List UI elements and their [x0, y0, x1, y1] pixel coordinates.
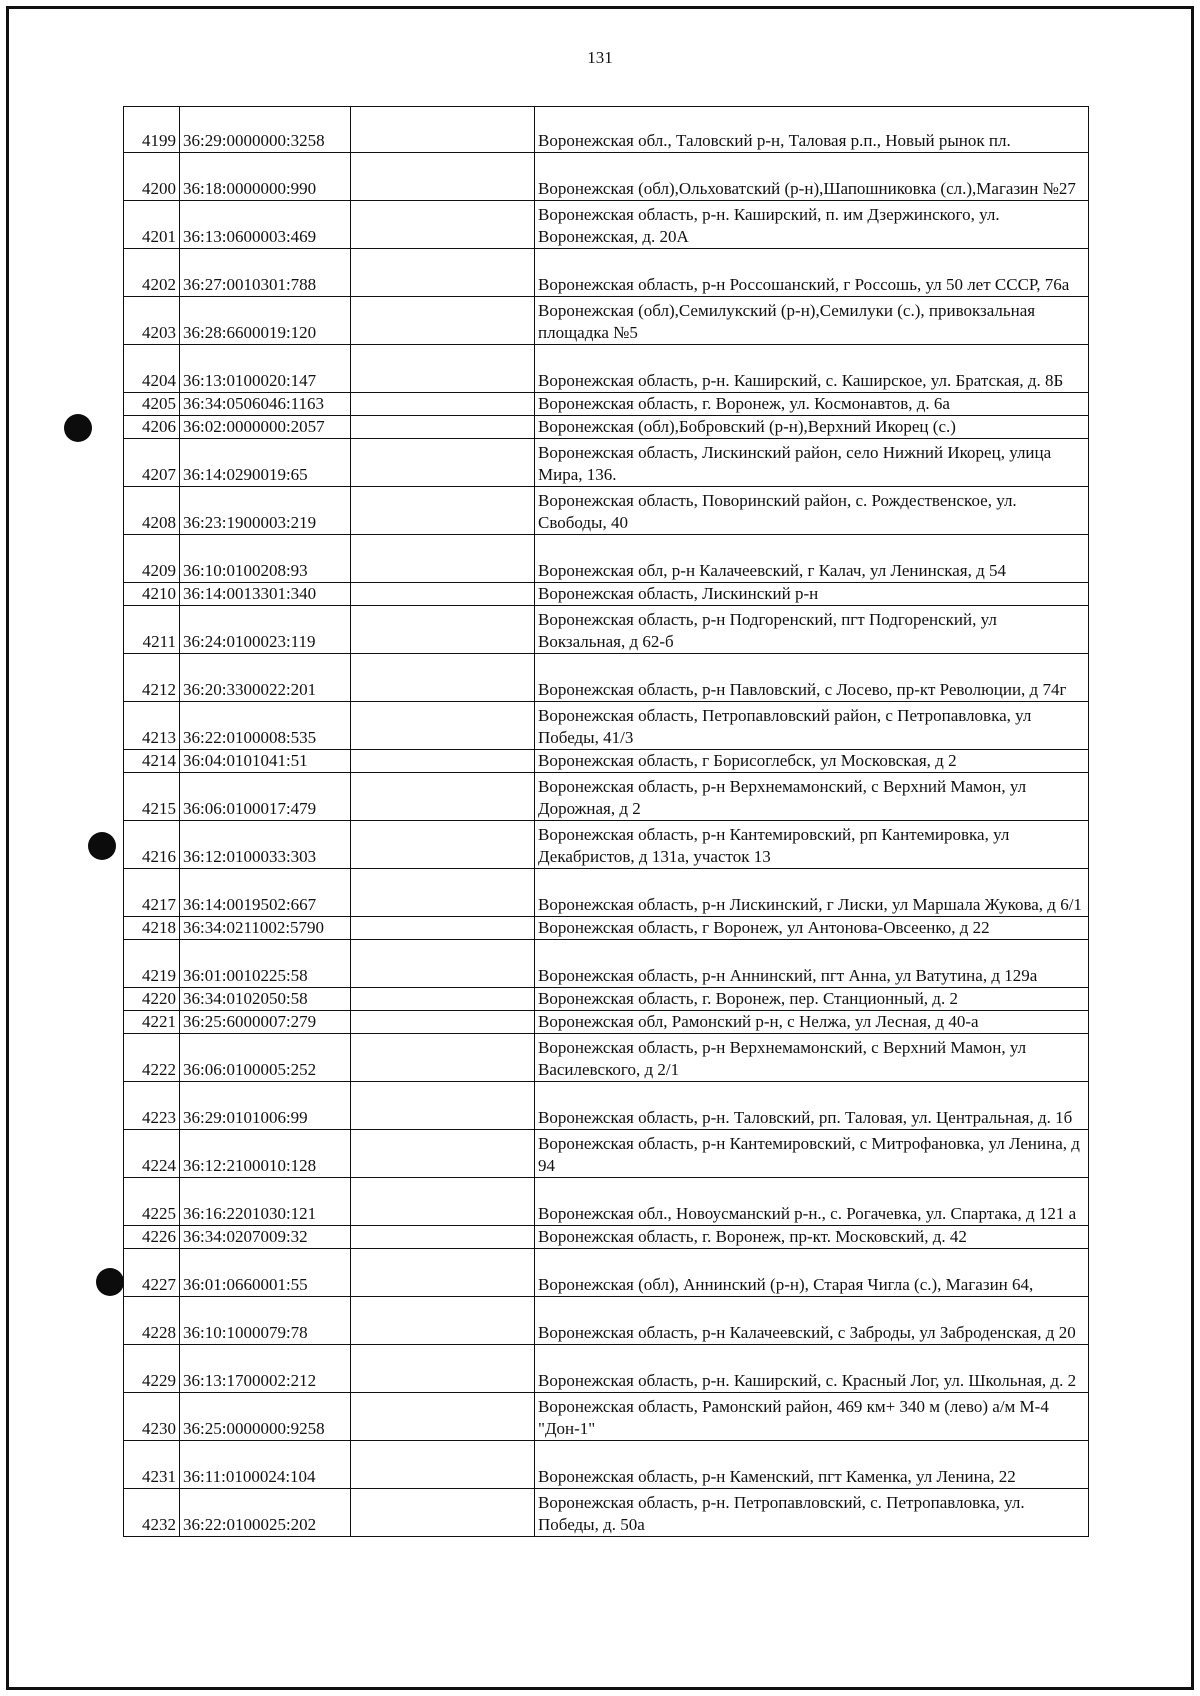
table-row [124, 1082, 1089, 1130]
row-number: 4207 [124, 439, 180, 487]
cadastral-number: 36:18:0000000:990 [180, 153, 351, 201]
table-row [124, 439, 1089, 487]
row-number: 4210 [124, 583, 180, 606]
address: Воронежская область, г. Воронеж, пр-кт. Московский, д. 42 [535, 1226, 1089, 1249]
cadastral-number: 36:14:0290019:65 [180, 439, 351, 487]
punch-hole-mark [88, 832, 116, 860]
empty-cell [351, 249, 535, 297]
address: Воронежская область, г Борисоглебск, ул Московская, д 2 [535, 750, 1089, 773]
cadastral-number: 36:22:0100025:202 [180, 1489, 351, 1537]
address: Воронежская обл., Таловский р-н, Таловая р.п., Новый рынок пл. [535, 107, 1089, 153]
address: Воронежская область, р-н Аннинский, пгт Анна, ул Ватутина, д 129а [535, 940, 1089, 988]
table-row [124, 988, 1089, 1011]
row-number: 4231 [124, 1441, 180, 1489]
table-row [124, 654, 1089, 702]
empty-cell [351, 1489, 535, 1537]
address: Воронежская область, р-н Подгоренский, пгт Подгоренский, ул Вокзальная, д 62-б [535, 606, 1089, 654]
row-number: 4203 [124, 297, 180, 345]
table-row [124, 1034, 1089, 1082]
cadastral-number: 36:25:6000007:279 [180, 1011, 351, 1034]
empty-cell [351, 201, 535, 249]
cadastral-number: 36:06:0100017:479 [180, 773, 351, 821]
empty-cell [351, 345, 535, 393]
empty-cell [351, 583, 535, 606]
table-row [124, 487, 1089, 535]
table-row [124, 821, 1089, 869]
cadastral-number: 36:29:0000000:3258 [180, 107, 351, 153]
empty-cell [351, 773, 535, 821]
address: Воронежская область, р-н Кантемировский, с Митрофановка, ул Ленина, д 94 [535, 1130, 1089, 1178]
table-row [124, 535, 1089, 583]
row-number: 4201 [124, 201, 180, 249]
table-row [124, 249, 1089, 297]
cadastral-number: 36:34:0211002:5790 [180, 917, 351, 940]
row-number: 4227 [124, 1249, 180, 1297]
cadastral-number: 36:01:0010225:58 [180, 940, 351, 988]
cadastral-number: 36:22:0100008:535 [180, 702, 351, 750]
address: Воронежская (обл),Семилукский (р-н),Семилуки (с.), привокзальная площадка №5 [535, 297, 1089, 345]
row-number: 4229 [124, 1345, 180, 1393]
address: Воронежская область, р-н Павловский, с Лосево, пр-кт Революции, д 74г [535, 654, 1089, 702]
row-number: 4219 [124, 940, 180, 988]
empty-cell [351, 1226, 535, 1249]
address: Воронежская область, г. Воронеж, пер. Станционный, д. 2 [535, 988, 1089, 1011]
empty-cell [351, 1441, 535, 1489]
row-number: 4212 [124, 654, 180, 702]
row-number: 4208 [124, 487, 180, 535]
table-row [124, 345, 1089, 393]
empty-cell [351, 1393, 535, 1441]
empty-cell [351, 821, 535, 869]
cadastral-number: 36:02:0000000:2057 [180, 416, 351, 439]
cadastral-number: 36:10:1000079:78 [180, 1297, 351, 1345]
row-number: 4230 [124, 1393, 180, 1441]
table-row [124, 1249, 1089, 1297]
row-number: 4211 [124, 606, 180, 654]
empty-cell [351, 393, 535, 416]
empty-cell [351, 1297, 535, 1345]
punch-hole-mark [64, 414, 92, 442]
address: Воронежская область, р-н Кантемировский, рп Кантемировка, ул Декабристов, д 131а, участок 13 [535, 821, 1089, 869]
table-row [124, 1441, 1089, 1489]
cadastral-number: 36:06:0100005:252 [180, 1034, 351, 1082]
table-row [124, 107, 1089, 153]
table-row [124, 917, 1089, 940]
table-row [124, 1226, 1089, 1249]
row-number: 4209 [124, 535, 180, 583]
table-row [124, 1297, 1089, 1345]
cadastral-registry-table [123, 106, 1089, 1537]
cadastral-number: 36:11:0100024:104 [180, 1441, 351, 1489]
cadastral-number: 36:12:0100033:303 [180, 821, 351, 869]
cadastral-number: 36:13:0100020:147 [180, 345, 351, 393]
address: Воронежская область, г. Воронеж, ул. Космонавтов, д. 6а [535, 393, 1089, 416]
address: Воронежская область, Петропавловский район, с Петропавловка, ул Победы, 41/3 [535, 702, 1089, 750]
address: Воронежская (обл),Ольховатский (р-н),Шапошниковка (сл.),Магазин №27 [535, 153, 1089, 201]
empty-cell [351, 153, 535, 201]
table-row [124, 869, 1089, 917]
empty-cell [351, 702, 535, 750]
address: Воронежская область, Лискинский р-н [535, 583, 1089, 606]
empty-cell [351, 654, 535, 702]
empty-cell [351, 439, 535, 487]
empty-cell [351, 1345, 535, 1393]
cadastral-number: 36:34:0506046:1163 [180, 393, 351, 416]
table-body [124, 107, 1089, 1537]
cadastral-number: 36:04:0101041:51 [180, 750, 351, 773]
cadastral-number: 36:23:1900003:219 [180, 487, 351, 535]
cadastral-number: 36:14:0019502:667 [180, 869, 351, 917]
row-number: 4225 [124, 1178, 180, 1226]
cadastral-number: 36:01:0660001:55 [180, 1249, 351, 1297]
row-number: 4220 [124, 988, 180, 1011]
cadastral-number: 36:13:1700002:212 [180, 1345, 351, 1393]
row-number: 4223 [124, 1082, 180, 1130]
table-row [124, 773, 1089, 821]
address: Воронежская обл., Новоусманский р-н., с. Рогачевка, ул. Спартака, д 121 а [535, 1178, 1089, 1226]
empty-cell [351, 940, 535, 988]
table-row [124, 201, 1089, 249]
row-number: 4199 [124, 107, 180, 153]
empty-cell [351, 416, 535, 439]
address: Воронежская область, р-н. Петропавловский, с. Петропавловка, ул. Победы, д. 50а [535, 1489, 1089, 1537]
cadastral-number: 36:24:0100023:119 [180, 606, 351, 654]
cadastral-number: 36:16:2201030:121 [180, 1178, 351, 1226]
address: Воронежская (обл), Аннинский (р-н), Старая Чигла (с.), Магазин 64, [535, 1249, 1089, 1297]
address: Воронежская область, Поворинский район, с. Рождественское, ул. Свободы, 40 [535, 487, 1089, 535]
address: Воронежская область, р-н Верхнемамонский, с Верхний Мамон, ул Василевского, д 2/1 [535, 1034, 1089, 1082]
address: Воронежская область, р-н. Каширский, с. Красный Лог, ул. Школьная, д. 2 [535, 1345, 1089, 1393]
cadastral-number: 36:25:0000000:9258 [180, 1393, 351, 1441]
empty-cell [351, 1011, 535, 1034]
address: Воронежская область, р-н Калачеевский, с Заброды, ул Заброденская, д 20 [535, 1297, 1089, 1345]
cadastral-number: 36:34:0102050:58 [180, 988, 351, 1011]
row-number: 4221 [124, 1011, 180, 1034]
table-row [124, 750, 1089, 773]
address: Воронежская область, р-н Каменский, пгт Каменка, ул Ленина, 22 [535, 1441, 1089, 1489]
row-number: 4232 [124, 1489, 180, 1537]
cadastral-number: 36:12:2100010:128 [180, 1130, 351, 1178]
cadastral-number: 36:29:0101006:99 [180, 1082, 351, 1130]
row-number: 4217 [124, 869, 180, 917]
empty-cell [351, 1082, 535, 1130]
cadastral-number: 36:20:3300022:201 [180, 654, 351, 702]
address: Воронежская область, р-н. Каширский, п. им Дзержинского, ул. Воронежская, д. 20А [535, 201, 1089, 249]
row-number: 4224 [124, 1130, 180, 1178]
table-row [124, 583, 1089, 606]
row-number: 4226 [124, 1226, 180, 1249]
empty-cell [351, 606, 535, 654]
table-row [124, 393, 1089, 416]
table-row [124, 702, 1089, 750]
empty-cell [351, 988, 535, 1011]
row-number: 4214 [124, 750, 180, 773]
empty-cell [351, 487, 535, 535]
address: Воронежская область, р-н. Таловский, рп. Таловая, ул. Центральная, д. 1б [535, 1082, 1089, 1130]
punch-hole-mark [96, 1268, 124, 1296]
address: Воронежская область, р-н Россошанский, г Россошь, ул 50 лет СССР, 76а [535, 249, 1089, 297]
cadastral-number: 36:28:6600019:120 [180, 297, 351, 345]
address: Воронежская обл, Рамонский р-н, с Нелжа, ул Лесная, д 40-а [535, 1011, 1089, 1034]
table-row [124, 1011, 1089, 1034]
row-number: 4215 [124, 773, 180, 821]
address: Воронежская область, Лискинский район, село Нижний Икорец, улица Мира, 136. [535, 439, 1089, 487]
empty-cell [351, 1249, 535, 1297]
address: Воронежская область, р-н Верхнемамонский, с Верхний Мамон, ул Дорожная, д 2 [535, 773, 1089, 821]
table-row [124, 1489, 1089, 1537]
cadastral-number: 36:27:0010301:788 [180, 249, 351, 297]
cadastral-number: 36:13:0600003:469 [180, 201, 351, 249]
row-number: 4218 [124, 917, 180, 940]
table-row [124, 606, 1089, 654]
row-number: 4204 [124, 345, 180, 393]
cadastral-number: 36:10:0100208:93 [180, 535, 351, 583]
empty-cell [351, 750, 535, 773]
table-row [124, 153, 1089, 201]
address: Воронежская область, р-н Лискинский, г Лиски, ул Маршала Жукова, д 6/1 [535, 869, 1089, 917]
table-row [124, 940, 1089, 988]
row-number: 4222 [124, 1034, 180, 1082]
row-number: 4206 [124, 416, 180, 439]
empty-cell [351, 535, 535, 583]
table-row [124, 416, 1089, 439]
row-number: 4216 [124, 821, 180, 869]
table-row [124, 297, 1089, 345]
empty-cell [351, 297, 535, 345]
cadastral-number: 36:34:0207009:32 [180, 1226, 351, 1249]
empty-cell [351, 1034, 535, 1082]
cadastral-number: 36:14:0013301:340 [180, 583, 351, 606]
table-row [124, 1178, 1089, 1226]
table-row [124, 1130, 1089, 1178]
page-number: 131 [587, 48, 613, 67]
table-row [124, 1393, 1089, 1441]
address: Воронежская обл, р-н Калачеевский, г Калач, ул Ленинская, д 54 [535, 535, 1089, 583]
row-number: 4205 [124, 393, 180, 416]
empty-cell [351, 917, 535, 940]
empty-cell [351, 1130, 535, 1178]
empty-cell [351, 107, 535, 153]
address: Воронежская (обл),Бобровский (р-н),Верхний Икорец (с.) [535, 416, 1089, 439]
row-number: 4228 [124, 1297, 180, 1345]
address: Воронежская область, г Воронеж, ул Антонова-Овсеенко, д 22 [535, 917, 1089, 940]
empty-cell [351, 1178, 535, 1226]
address: Воронежская область, р-н. Каширский, с. Каширское, ул. Братская, д. 8Б [535, 345, 1089, 393]
empty-cell [351, 869, 535, 917]
row-number: 4213 [124, 702, 180, 750]
table-row [124, 1345, 1089, 1393]
row-number: 4202 [124, 249, 180, 297]
row-number: 4200 [124, 153, 180, 201]
address: Воронежская область, Рамонский район, 469 км+ 340 м (лево) а/м М-4 "Дон-1" [535, 1393, 1089, 1441]
